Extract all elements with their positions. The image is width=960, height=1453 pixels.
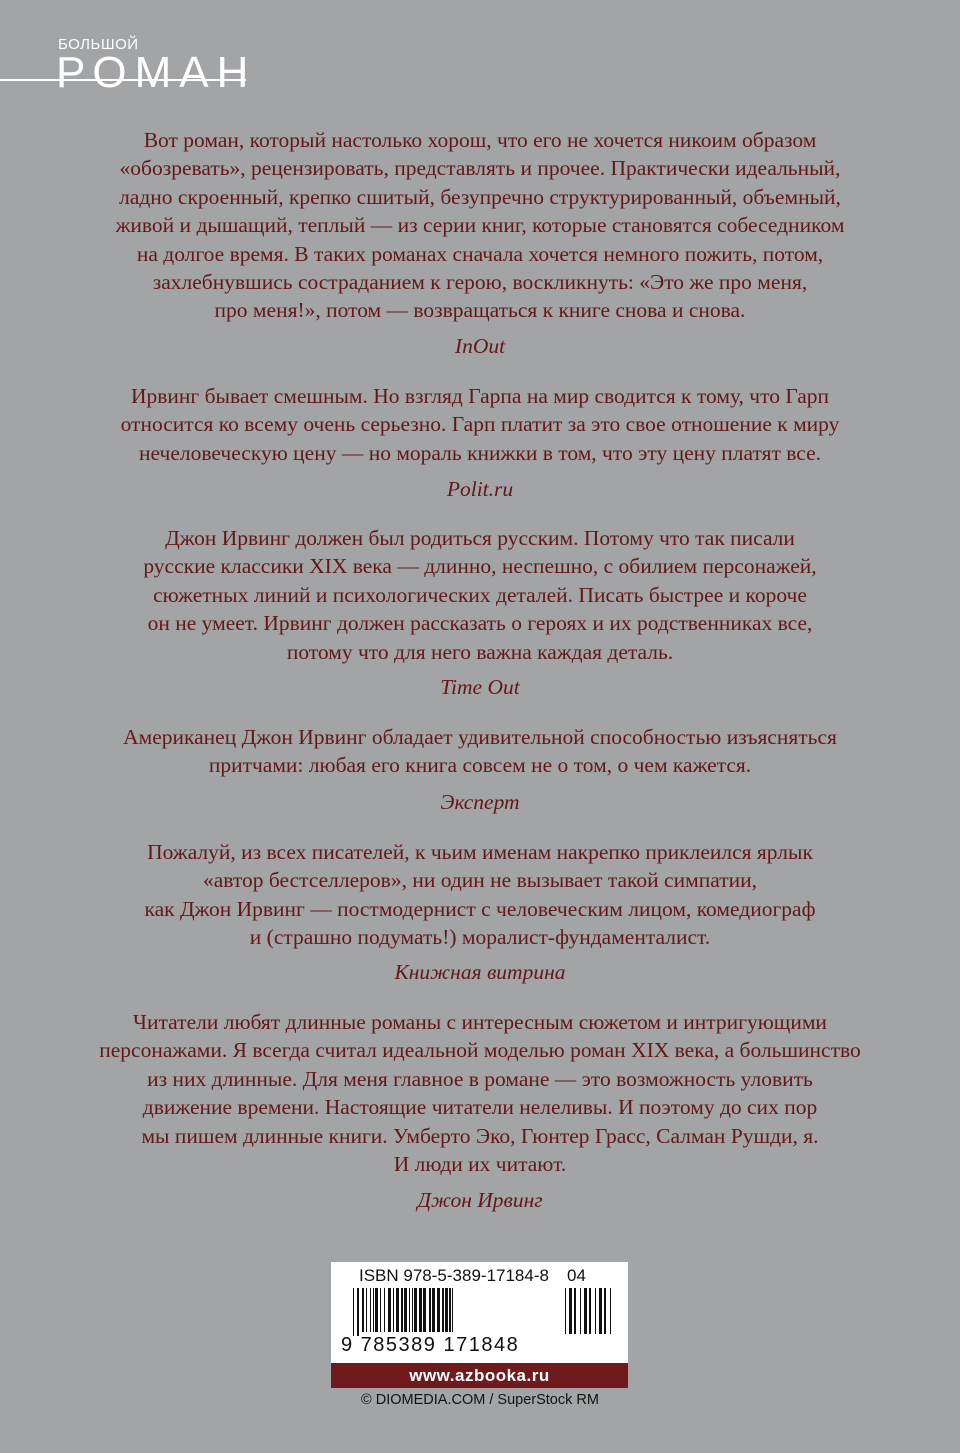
quote-line: сюжетных линий и психологических деталей. Писать быстрее и короче: [153, 582, 807, 607]
barcode-addon-bar: [569, 1288, 572, 1334]
quote-line: Вот роман, который настолько хорош, что его не хочется никоим образом: [143, 128, 817, 152]
barcode-bar: [414, 1288, 417, 1332]
isbn-text: ISBN 978-5-389-17184-8: [359, 1266, 549, 1285]
image-credit: © DIOMEDIA.COM / SuperStock RM: [361, 1392, 599, 1408]
barcode-bar: [384, 1288, 385, 1332]
barcode-bar: [370, 1288, 371, 1332]
quote-line: русские классики XIX века — длинно, неспешно, с обилием персонажей,: [143, 554, 817, 579]
barcode-addon-bar: [589, 1288, 591, 1334]
quote-4-source: Эксперт: [440, 790, 520, 814]
barcode-addon-bars: [565, 1288, 611, 1334]
quote-5-source: Книжная витрина: [394, 960, 566, 984]
barcode-box: [331, 1262, 628, 1388]
quote-1-source: InOut: [454, 334, 506, 358]
quote-4: [40, 723, 920, 780]
barcode-main-bars: [353, 1288, 453, 1336]
quote-line: движение времени. Настоящие читатели нелеливы. И поэтому до сих пор: [142, 1095, 818, 1120]
barcode-bar: [393, 1288, 394, 1332]
quote-6: [40, 1008, 920, 1178]
barcode-bar: [423, 1288, 426, 1332]
quote-line: Читатели любят длинные романы с интересным сюжетом и интригующими: [133, 1010, 827, 1034]
quote-line: на долгое время. В таких романах сначала хочется немного пожить, потом,: [136, 241, 824, 266]
quote-3-source: Time Out: [440, 675, 520, 699]
quote-line: ладно скроенный, крепко сшитый, безупречно структурированный, объемный,: [119, 184, 841, 209]
quote-line: «обозревать», рецензировать, представлять и прочее. Практически идеальный,: [119, 156, 841, 181]
barcode-addon-code: 04: [567, 1266, 586, 1285]
barcode-addon-bar: [610, 1288, 611, 1334]
quote-line: притчами: любая его книга совсем не о том, о чем кажется.: [208, 753, 752, 778]
barcode-bar: [380, 1288, 381, 1332]
quote-2: [40, 382, 920, 467]
series-small-label: БОЛЬШОЙ: [58, 36, 139, 53]
quote-5: [40, 838, 920, 952]
barcode-bar: [353, 1288, 354, 1336]
publisher-url: www.azbooka.ru: [331, 1363, 628, 1388]
quote-line: живой и дышащий, теплый — из серии книг, которые становятся собеседником: [115, 213, 845, 238]
barcode-addon-bar: [580, 1288, 581, 1334]
barcode-bar: [452, 1288, 453, 1332]
barcode-addon-bar: [599, 1288, 602, 1334]
quote-line: Пожалуй, из всех писателей, к чьим именам накрепко приклеился ярлык: [147, 840, 813, 864]
barcode-bar: [366, 1288, 367, 1332]
quote-line: из них длинные. Для меня главное в романе — это возможность уловить: [147, 1066, 813, 1091]
quote-line: нечеловеческую цену — но мораль книжки в том, что эту цену платят все.: [139, 440, 821, 465]
quote-line: потому что для него важна каждая деталь.: [286, 639, 674, 664]
barcode-addon-bar: [604, 1288, 606, 1334]
quote-2-source: Polit.ru: [446, 477, 514, 501]
quote-line: относится ко всему очень серьезно. Гарп платит за это свое отношение к миру: [120, 412, 840, 437]
barcode-bar: [412, 1288, 413, 1332]
barcode-bar: [373, 1288, 374, 1332]
quote-line: про меня!», потом — возвращаться к книге снова и снова.: [214, 298, 746, 323]
series-big-label: РОМАН: [56, 48, 257, 97]
barcode-bar: [362, 1288, 364, 1332]
quote-line: он не умеет. Ирвинг должен рассказать о героях и их родственниках все,: [147, 611, 813, 636]
quote-line: «автор бестселлеров», ни один не вызывает такой симпатии,: [203, 868, 757, 893]
quote-line: И люди их читают.: [393, 1152, 567, 1177]
barcode-bar: [388, 1288, 391, 1332]
barcode-bar: [437, 1288, 440, 1332]
quote-line: Джон Ирвинг должен был родиться русским. Потому что так писали: [165, 526, 795, 550]
quote-line: как Джон Ирвинг — постмодернист с человеческим лицом, комедиограф: [144, 896, 816, 921]
quote-line: персонажами. Я всегда считал идеальной моделью роман XIX века, а большинство: [99, 1038, 861, 1063]
barcode-bar: [375, 1288, 378, 1332]
barcode-bar: [401, 1288, 403, 1332]
barcode-addon-bar: [584, 1288, 587, 1334]
barcode-bar: [419, 1288, 422, 1332]
barcode-addon-bar: [565, 1288, 566, 1334]
quote-1: [40, 126, 920, 325]
quote-line: и (страшно подумать!) моралист-фундаменталист.: [249, 925, 711, 950]
barcode-bars: [353, 1288, 621, 1336]
quote-3: [40, 524, 920, 666]
barcode-addon-bar: [595, 1288, 596, 1334]
series-logo: [0, 30, 257, 100]
barcode-bar: [429, 1288, 431, 1332]
quote-line: захлебнувшись состраданием к герою, воскликнуть: «Это же про меня,: [152, 270, 808, 295]
barcode-bar: [432, 1288, 435, 1332]
barcode-addon-bar: [574, 1288, 576, 1334]
barcode-bar: [357, 1288, 359, 1336]
barcode-bar: [449, 1288, 451, 1332]
quote-line: Ирвинг бывает смешным. Но взгляд Гарпа на мир сводится к тому, что Гарп: [130, 384, 830, 408]
barcode-bar: [442, 1288, 444, 1332]
quote-line: Американец Джон Ирвинг обладает удивительной способностью изъясняться: [123, 725, 837, 749]
barcode-bar: [404, 1288, 407, 1332]
barcode-bar: [445, 1288, 448, 1332]
barcode-digits: 9 785389 171848: [341, 1334, 520, 1356]
quote-line: мы пишем длинные книги. Умберто Эко, Гюнтер Грасс, Салман Рушди, я.: [141, 1123, 819, 1148]
barcode-bar: [409, 1288, 410, 1332]
quote-6-source: Джон Ирвинг: [417, 1188, 543, 1212]
barcode-bar: [396, 1288, 399, 1332]
